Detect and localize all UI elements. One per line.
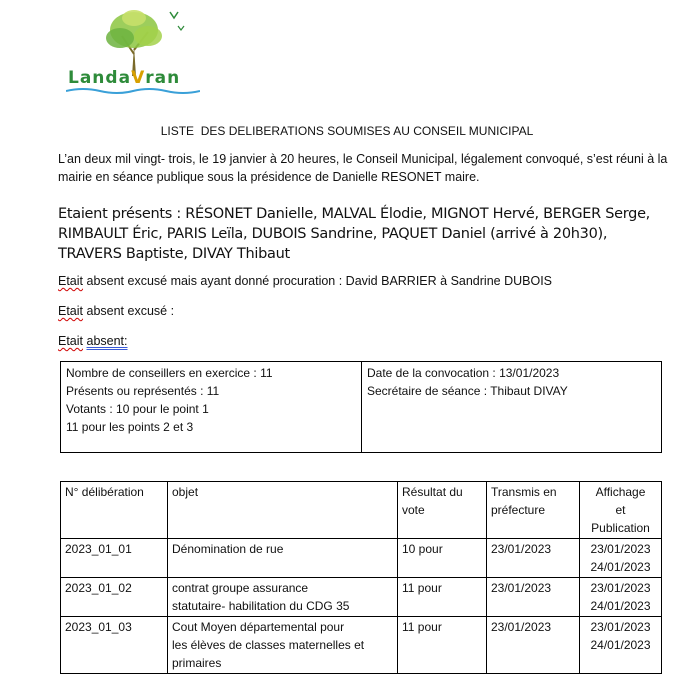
logo-wordmark: LandaVran [68,68,181,88]
deliberations-table [60,481,662,674]
header-objet: objet [168,482,398,539]
header-resultat: Résultat du vote [398,482,487,539]
presents-names: RÉSONET Danielle, MALVAL Élodie, MIGNOT Hervé, BERGER Serge, RIMBAULT Éric, PARIS Leïla, DUBOIS Sandrine, PAQUET Daniel (arrivé à 20h30), TRAVERS Baptiste, DIVAY Thibaut [58,206,650,262]
summary-left-cell: Nombre de conseillers en exercice : 11 Présents ou représentés : 11 Votants : 10 pour le point 1 11 pour les points 2 et 3 [61,362,362,453]
logo-wave-icon [66,87,200,95]
presents-paragraph [58,204,668,264]
presents-label: Etaient présents : [58,206,181,222]
table-row: 2023_01_03 Cout Moyen départemental pour les élèves de classes maternelles et primaires 11 pour 23/01/2023 23/01/2023 24/01/2023 [61,617,662,674]
absent-line: Etait absent: [58,334,128,348]
absent-procuration-line: Etait absent excusé mais ayant donné procuration : David BARRIER à Sandrine DUBOIS [58,274,553,288]
table-header-row [61,482,662,539]
table-row: 2023_01_01 Dénomination de rue 10 pour 23/01/2023 23/01/2023 24/01/2023 [61,539,662,578]
header-transmis: Transmis en préfecture [487,482,580,539]
document-title: LISTE DES DELIBERATIONS SOUMISES AU CONSEIL MUNICIPAL [160,124,534,138]
absent-excuse-line: Etait absent excusé : [58,304,175,318]
header-affichage: Affichage et Publication [580,482,662,539]
header-num: N° délibération [61,482,168,539]
table-row: 2023_01_02 contrat groupe assurance statutaire- habilitation du CDG 35 11 pour 23/01/2023 23/01/2023 24/01/2023 [61,578,662,617]
intro-paragraph: L’an deux mil vingt- trois, le 19 janvier à 20 heures, le Conseil Municipal, légalement convoqué, s’est réuni à la mairie en séance publique sous la présidence de Danielle RESONET maire. [58,152,668,184]
summary-right-cell: Date de la convocation : 13/01/2023 Secrétaire de séance : Thibaut DIVAY [362,362,662,453]
summary-table [60,361,662,453]
